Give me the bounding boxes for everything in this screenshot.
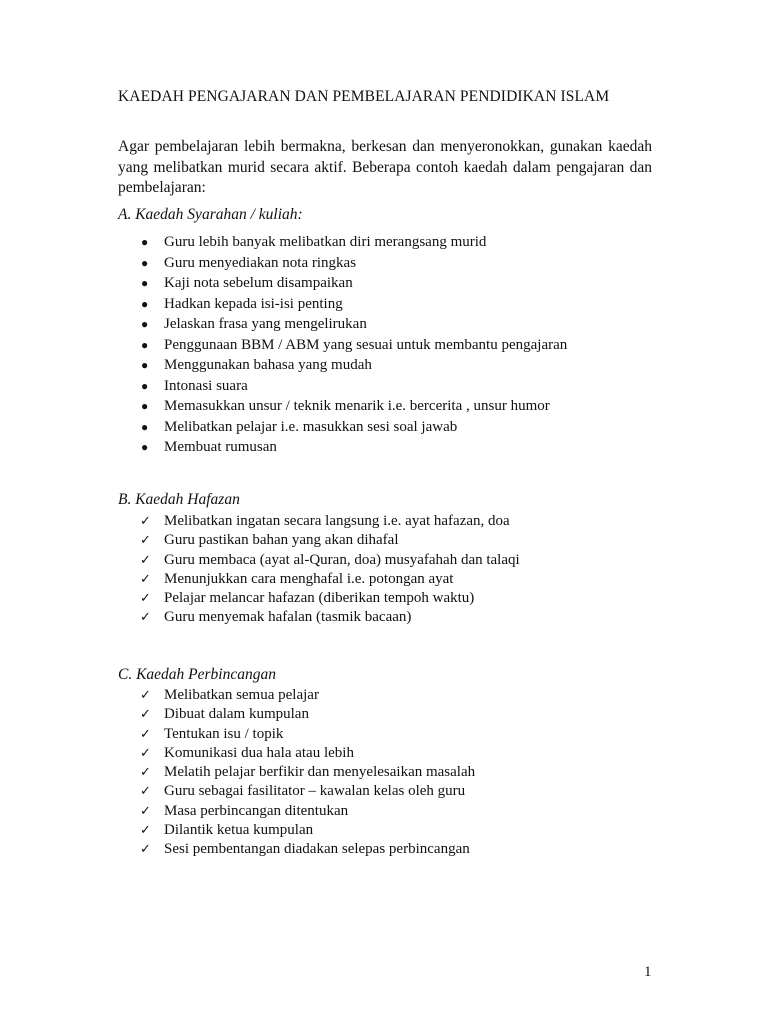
checkmark-icon: ✓ bbox=[140, 571, 151, 587]
page-number: 1 bbox=[644, 964, 652, 980]
list-item: ● Kaji nota sebelum disampaikan bbox=[0, 273, 567, 294]
list-item: ✓ Sesi pembentangan diadakan selepas perbincangan bbox=[0, 840, 475, 859]
list-item: ● Guru menyediakan nota ringkas bbox=[0, 253, 567, 274]
checkmark-icon: ✓ bbox=[140, 688, 151, 703]
list-item: ✓ Guru pastikan bahan yang akan dihafal bbox=[0, 531, 520, 550]
bullet-icon: ● bbox=[141, 440, 149, 454]
list-item: ✓ Melibatkan ingatan secara langsung i.e. ayat hafazan, doa bbox=[0, 512, 520, 531]
list-syarahan bbox=[0, 232, 567, 458]
list-item: ✓ Guru menyemak hafalan (tasmik bacaan) bbox=[0, 608, 520, 627]
checkmark-icon: ✓ bbox=[140, 765, 151, 781]
section-heading-hafazan: B. Kaedah Hafazan bbox=[118, 491, 240, 508]
checkmark-icon: ✓ bbox=[140, 726, 151, 742]
checkmark-icon: ✓ bbox=[140, 591, 151, 607]
list-item: ✓ Melibatkan semua pelajar bbox=[0, 686, 475, 705]
checkmark-icon: ✓ bbox=[140, 514, 151, 529]
bullet-icon: ● bbox=[141, 296, 149, 311]
checkmark-icon: ✓ bbox=[140, 803, 151, 819]
list-item: ● Guru lebih banyak melibatkan diri merangsang murid bbox=[0, 232, 567, 253]
checkmark-icon: ✓ bbox=[140, 823, 151, 839]
bullet-icon: ● bbox=[141, 255, 149, 270]
checkmark-icon: ✓ bbox=[140, 533, 151, 549]
list-item: ● Memasukkan unsur / teknik menarik i.e. bercerita , unsur humor bbox=[0, 396, 567, 417]
intro-paragraph: Agar pembelajaran lebih bermakna, berkesan dan menyeronokkan, gunakan kaedah yang melibatkan murid secara aktif. Beberapa contoh kaedah dalam pengajaran dan pembelajaran: bbox=[118, 138, 652, 196]
bullet-icon: ● bbox=[141, 419, 149, 434]
bullet-icon: ● bbox=[141, 399, 149, 413]
list-item: ✓ Melatih pelajar berfikir dan menyelesaikan masalah bbox=[0, 763, 475, 782]
list-item: ✓ Komunikasi dua hala atau lebih bbox=[0, 744, 475, 763]
list-item: ● Melibatkan pelajar i.e. masukkan sesi soal jawab bbox=[0, 417, 567, 438]
bullet-icon: ● bbox=[141, 378, 149, 393]
section-heading-syarahan: A. Kaedah Syarahan / kuliah: bbox=[118, 206, 303, 223]
list-item: ✓ Pelajar melancar hafazan (diberikan tempoh waktu) bbox=[0, 589, 520, 608]
list-item: ✓ Dilantik ketua kumpulan bbox=[0, 821, 475, 840]
section-heading-perbincangan: C. Kaedah Perbincangan bbox=[118, 666, 276, 683]
list-item: ✓ Masa perbincangan ditentukan bbox=[0, 802, 475, 821]
checkmark-icon: ✓ bbox=[140, 707, 151, 723]
document-title: KAEDAH PENGAJARAN DAN PEMBELAJARAN PENDIDIKAN ISLAM bbox=[118, 88, 610, 105]
list-item: ✓ Tentukan isu / topik bbox=[0, 725, 475, 744]
list-item: ● Penggunaan BBM / ABM yang sesuai untuk membantu pengajaran bbox=[0, 335, 567, 356]
checkmark-icon: ✓ bbox=[140, 784, 151, 800]
list-item: ● Hadkan kepada isi-isi penting bbox=[0, 294, 567, 315]
list-item: ✓ Menunjukkan cara menghafal i.e. potongan ayat bbox=[0, 570, 520, 589]
list-item: ✓ Dibuat dalam kumpulan bbox=[0, 705, 475, 724]
checkmark-icon: ✓ bbox=[140, 552, 151, 568]
bullet-icon: ● bbox=[141, 276, 149, 290]
list-item: ✓ Guru membaca (ayat al-Quran, doa) musyafahah dan talaqi bbox=[0, 551, 520, 570]
list-item: ● Membuat rumusan bbox=[0, 437, 567, 458]
list-perbincangan bbox=[0, 686, 475, 860]
list-item: ● Jelaskan frasa yang mengelirukan bbox=[0, 314, 567, 335]
bullet-icon: ● bbox=[141, 358, 149, 372]
bullet-icon: ● bbox=[141, 235, 149, 249]
bullet-icon: ● bbox=[141, 337, 149, 352]
checkmark-icon: ✓ bbox=[140, 745, 151, 761]
list-hafazan bbox=[0, 512, 520, 628]
list-item: ● Menggunakan bahasa yang mudah bbox=[0, 355, 567, 376]
checkmark-icon: ✓ bbox=[140, 842, 151, 858]
list-item: ✓ Guru sebagai fasilitator – kawalan kelas oleh guru bbox=[0, 782, 475, 801]
list-item: ● Intonasi suara bbox=[0, 376, 567, 397]
checkmark-icon: ✓ bbox=[140, 610, 151, 626]
bullet-icon: ● bbox=[141, 317, 149, 331]
